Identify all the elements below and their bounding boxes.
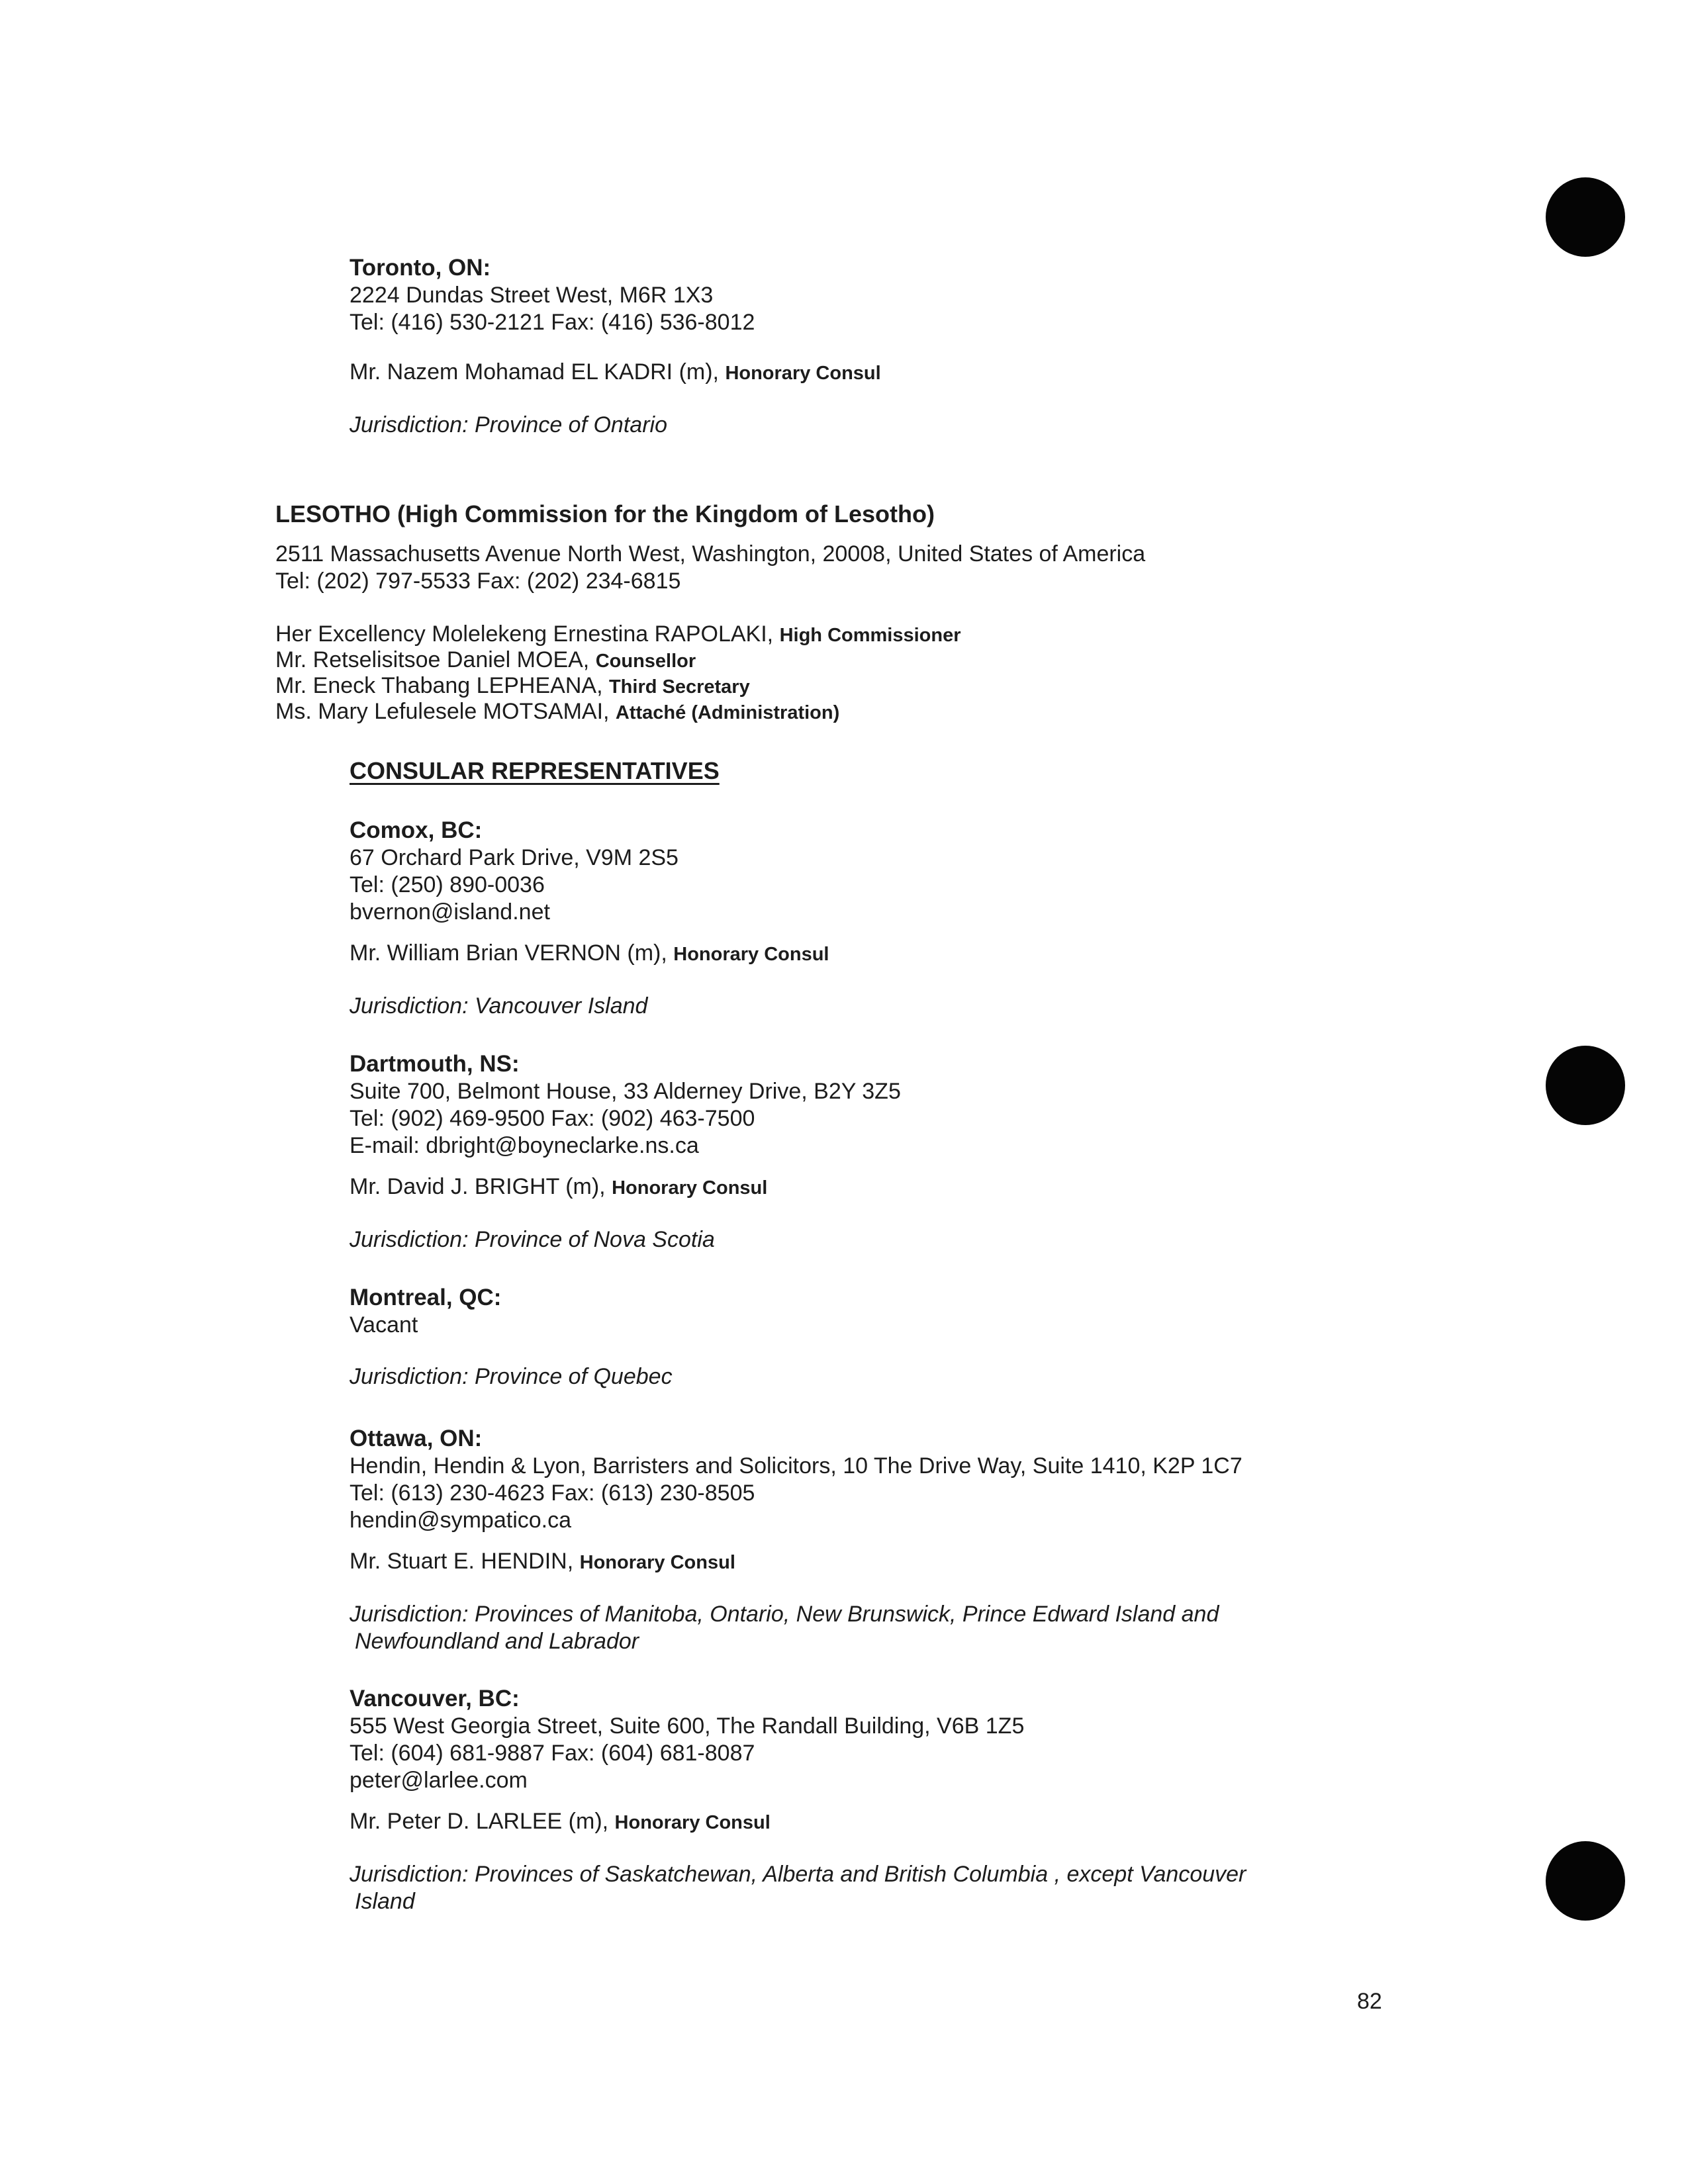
comox-person: Mr. William Brian VERNON (m), xyxy=(350,940,667,966)
dartmouth-jurisdiction: Jurisdiction: Province of Nova Scotia xyxy=(350,1227,715,1252)
dartmouth-section xyxy=(350,1050,901,1253)
comox-consul xyxy=(350,940,829,968)
toronto-title: Honorary Consul xyxy=(725,363,881,384)
montreal-status: Vacant xyxy=(350,1312,418,1338)
ottawa-jurisdiction: Jurisdiction: Provinces of Manitoba, Ontario, New Brunswick, Prince Edward Island and xyxy=(350,1602,1219,1627)
staff-row xyxy=(275,622,1145,648)
dartmouth-address: Suite 700, Belmont House, 33 Alderney Drive, B2Y 3Z5 xyxy=(350,1079,901,1104)
vancouver-jurisdiction: Jurisdiction: Provinces of Saskatchewan, Alberta and British Columbia , except Vancouver xyxy=(350,1862,1246,1887)
ottawa-email: hendin@sympatico.ca xyxy=(350,1508,572,1533)
montreal-heading: Montreal, QC: xyxy=(350,1285,502,1310)
vancouver-consul xyxy=(350,1808,1246,1837)
staff-title: Attaché (Administration) xyxy=(615,702,840,723)
staff-name: Mr. Retselisitsoe Daniel MOEA, xyxy=(275,647,590,672)
ottawa-phone: Tel: (613) 230-4623 Fax: (613) 230-8505 xyxy=(350,1480,755,1506)
staff-name: Mr. Eneck Thabang LEPHEANA, xyxy=(275,673,603,698)
dartmouth-consul xyxy=(350,1173,901,1202)
consular-heading: CONSULAR REPRESENTATIVES xyxy=(350,757,720,784)
staff-name: Her Excellency Molelekeng Ernestina RAPOLAKI, xyxy=(275,621,774,647)
comox-email: bvernon@island.net xyxy=(350,899,550,925)
ottawa-address: Hendin, Hendin & Lyon, Barristers and Solicitors, 10 The Drive Way, Suite 1410, K2P 1C7 xyxy=(350,1453,1243,1479)
ottawa-section xyxy=(350,1425,1243,1655)
lesotho-section xyxy=(275,500,1145,725)
montreal-section xyxy=(350,1284,673,1390)
lesotho-address: 2511 Massachusetts Avenue North West, Washington, 20008, United States of America xyxy=(275,541,1146,567)
lesotho-heading: LESOTHO (High Commission for the Kingdom of Lesotho) xyxy=(275,500,935,527)
staff-title: Third Secretary xyxy=(608,676,750,698)
ottawa-consul xyxy=(350,1548,1243,1576)
comox-heading: Comox, BC: xyxy=(350,817,483,843)
comox-phone: Tel: (250) 890-0036 xyxy=(350,872,545,897)
dartmouth-phone: Tel: (902) 469-9500 Fax: (902) 463-7500 xyxy=(350,1106,755,1131)
ottawa-person: Mr. Stuart E. HENDIN, xyxy=(350,1549,574,1574)
staff-row xyxy=(275,700,1145,725)
ottawa-jurisdiction-cont: Newfoundland and Labrador xyxy=(355,1629,639,1654)
dartmouth-person: Mr. David J. BRIGHT (m), xyxy=(350,1174,606,1199)
staff-name: Ms. Mary Lefulesele MOTSAMAI, xyxy=(275,699,610,724)
vancouver-phone: Tel: (604) 681-9887 Fax: (604) 681-8087 xyxy=(350,1741,755,1766)
staff-row xyxy=(275,648,1145,674)
comox-section xyxy=(350,817,829,1020)
vancouver-jurisdiction-cont: Island xyxy=(355,1889,415,1914)
vancouver-email: peter@larlee.com xyxy=(350,1768,528,1793)
ottawa-title: Honorary Consul xyxy=(579,1552,735,1573)
vancouver-heading: Vancouver, BC: xyxy=(350,1686,520,1711)
comox-title: Honorary Consul xyxy=(673,944,829,965)
montreal-jurisdiction: Jurisdiction: Province of Quebec xyxy=(350,1364,673,1389)
comox-address: 67 Orchard Park Drive, V9M 2S5 xyxy=(350,845,679,870)
toronto-address: 2224 Dundas Street West, M6R 1X3 xyxy=(350,283,714,308)
dartmouth-title: Honorary Consul xyxy=(612,1177,768,1199)
vancouver-person: Mr. Peter D. LARLEE (m), xyxy=(350,1809,609,1834)
lesotho-phone: Tel: (202) 797-5533 Fax: (202) 234-6815 xyxy=(275,569,681,594)
toronto-section xyxy=(350,254,881,439)
toronto-heading: Toronto, ON: xyxy=(350,255,491,281)
toronto-phone: Tel: (416) 530-2121 Fax: (416) 536-8012 xyxy=(350,310,755,335)
toronto-person: Mr. Nazem Mohamad EL KADRI (m), xyxy=(350,359,719,385)
page-number: 82 xyxy=(1357,1989,1382,2014)
staff-title: High Commissioner xyxy=(779,625,961,646)
vancouver-section xyxy=(350,1685,1246,1915)
staff-row xyxy=(275,674,1145,700)
dartmouth-heading: Dartmouth, NS: xyxy=(350,1051,520,1077)
vancouver-address: 555 West Georgia Street, Suite 600, The Randall Building, V6B 1Z5 xyxy=(350,1713,1025,1739)
ottawa-heading: Ottawa, ON: xyxy=(350,1426,483,1451)
vancouver-title: Honorary Consul xyxy=(614,1812,771,1833)
comox-jurisdiction: Jurisdiction: Vancouver Island xyxy=(350,993,648,1019)
toronto-jurisdiction: Jurisdiction: Province of Ontario xyxy=(350,412,667,437)
dartmouth-email: E-mail: dbright@boyneclarke.ns.ca xyxy=(350,1133,699,1158)
lesotho-staff-list xyxy=(275,622,1145,725)
toronto-consul xyxy=(350,359,881,387)
staff-title: Counsellor xyxy=(595,651,696,672)
